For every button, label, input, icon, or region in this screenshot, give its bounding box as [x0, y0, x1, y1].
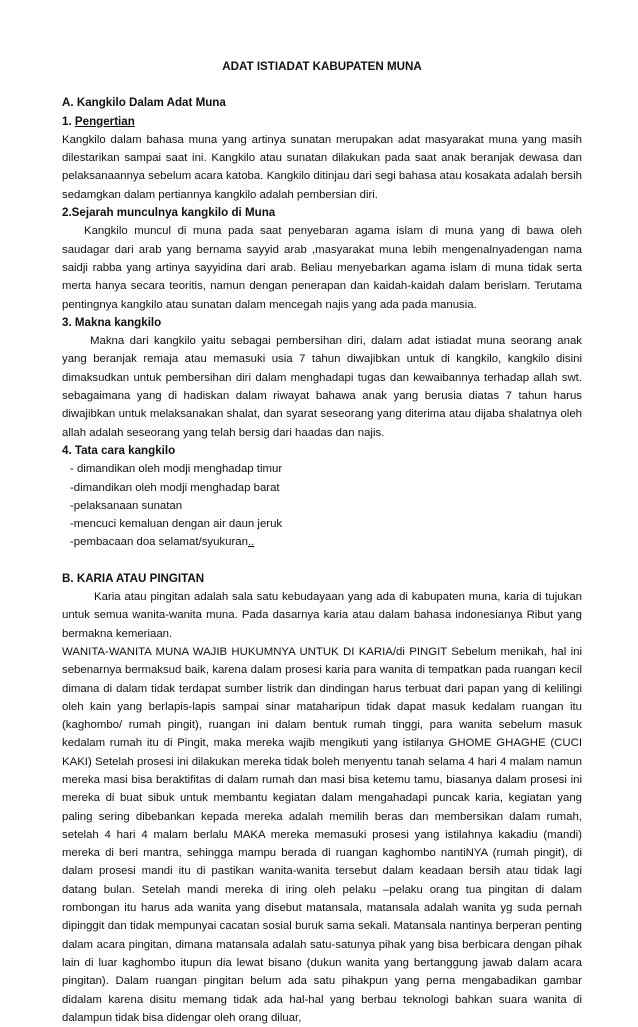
subheading-makna: 3. Makna kangkilo [62, 315, 162, 329]
subheading-tata-cara: 4. Tata cara kangkilo [62, 443, 176, 457]
list-item: -pelaksanaan sunatan [70, 499, 183, 512]
document-page [62, 58, 582, 1027]
list-item [62, 533, 582, 551]
steps-list [62, 460, 582, 551]
section-spacer [62, 552, 582, 570]
list-item: -mencuci kemaluan dengan air daun jeruk [70, 518, 283, 531]
paragraph-makna: Makna dari kangkilo yaitu sebagai pembersihan diri, dalam adat istiadat muna seorang anak yang beranjak remaja atau memasuki usia 7 tahun diwajibkan untuk di kangkilo, kangkilo disini dimaksudkan untuk pembersihan diri dalam menghadapi tugas dan kewaibannya terhadap allah swt. sebagaimana yang di hadiskan dalam riwayat bahawa anak yang berusia diatas 7 tahun harus diwajibkan untuk melaksanakan shalat, dan syarat seseorang yang diterima atau dijaba shalatnya oleh allah adalah seseorang yang telah bersig dari haadas dan najis. [62, 335, 582, 439]
document-title: ADAT ISTIADAT KABUPATEN MUNA [222, 60, 422, 73]
step-last-tail: .. [247, 536, 255, 549]
section-a-heading: A. Kangkilo Dalam Adat Muna [62, 96, 226, 110]
subheading-number: 1. [62, 114, 75, 128]
subheading-title: Pengertian [74, 114, 135, 128]
paragraph-karia-body: WANITA-WANITA MUNA WAJIB HUKUMNYA UNTUK DI KARIA/di PINGIT Sebelum menikah, hal ini sebenarnya bermaksud baik, karena dalam prosesi karia para wanita di tempatkan pada ruangan kecil dimana di dalam tidak terdapat sumber listrik dan dindingan harus terbuat dari papan yang di kelilingi oleh kain yang berlapis-lapis sampai sinar mataharipun tidak dapat masuk kedalam ruangan itu (kaghombo/ rumah pingit), ruangan ini dalam bentuk rumah tinggi, para wanita sebelum masuk kedalam rumah itu di Pingit, maka mereka wajib mengikuti yang istilanya GHOME GHAGHE (CUCI KAKI) Setelah prosesi ini dilakukan mereka tidak boleh menyentu tanah selama 4 hari 4 malam namun mereka masi bisa beraktifitas di dalam rumah dan masi bisa ketemu tamu, biasanya dalam prosesi ini mereka di buat sibuk untuk membantu kegiatan dalam mengahadapi puncak karia, kegiatan yang paling sering dibebankan kepada mereka adalah memilih beras dan membersikan dalam rumah, setelah 4 hari 4 malam berlalu MAKA mereka memasuki prosesi yang istilahnya kakadiu (mandi) mereka di beri mantra, sehingga mampu berada di ruangan kaghombo nantiNYA (rumah pingit), di dalam prosesi mandi itu di pastikan wanita-wanita tersebut dalam keadaan bersih atau tidak lagi datang bulan. Setelah mandi mereka di iring oleh pelaku –pelaku orang tua pingitan di dalam rombongan itu harus ada wanita yang disebut matansala, matansala adalah wanita yg suda pernah dipinggit dan tidak mempunyai cacatan sosial buruk sama sekali. Matansala nantinya berperan penting dalam acara pingitan, dimana matansala adalah satu-satunya pihak yang bisa berbicara dengan pihak lain di luar kaghombo itupun dia lewat bisano (dukun wanita yang bertanggung jawab dalam acara pingitan). Dalam ruangan pingitan belum ada satu pihakpun yang perna mengabadikan gambar didalam karena disitu memang tidak ada hal-hal yang berbau teknologi bahkan suara wanita di dalampun tidak bisa didengar oleh orang diluar, [62, 645, 582, 1024]
paragraph-sejarah: Kangkilo muncul di muna pada saat penyebaran agama islam di muna yang di bawa oleh saudagar dari arab yang bernama sayyid arab ,masyarakat muna lebih mengenalnyadengan nama saidji rabba yang artinya sayyidina dari arab. Beliau menyebarkan agama islam di muna tidak serta merta hanya secara teoritis, namun dengan penerapan dan kaidah-kaidah dalam berislam. Terutama pentingnya kangkilo atau sunatan dalam mencegah najis yang ada pada manusia. [62, 225, 582, 311]
paragraph-karia-intro: Karia atau pingitan adalah sala satu kebudayaan yang ada di kabupaten muna, karia di tujukan untuk semua wanita-wanita muna. Pada dasarnya karia atau dalam bahasa indonesianya Ribut yang bermakna kemeriaan. [62, 591, 582, 640]
paragraph-pengertian: Kangkilo dalam bahasa muna yang artinya sunatan merupakan adat masyarakat muna yang masih dilestarikan sampai saat ini. Kangkilo atau sunatan dilakukan pada saat anak beranjak dewasa dan pelaksanaannya sebelum acara katoba. Kangkilo ditinjau dari segi bahasa atau kosakata adalah bersih sedamgkan dalam pertiannya kangkilo adalah pembersian diri. [62, 133, 582, 201]
subheading-sejarah: 2.Sejarah munculnya kangkilo di Muna [62, 206, 276, 220]
list-item: - dimandikan oleh modji menghadap timur [70, 463, 283, 476]
list-item: -dimandikan oleh modji menghadap barat [70, 481, 280, 494]
step-last-text: -pembacaan doa selamat/syukuran [70, 536, 248, 549]
section-b-heading: B. KARIA ATAU PINGITAN [62, 571, 205, 585]
subheading-pengertian [62, 113, 582, 131]
